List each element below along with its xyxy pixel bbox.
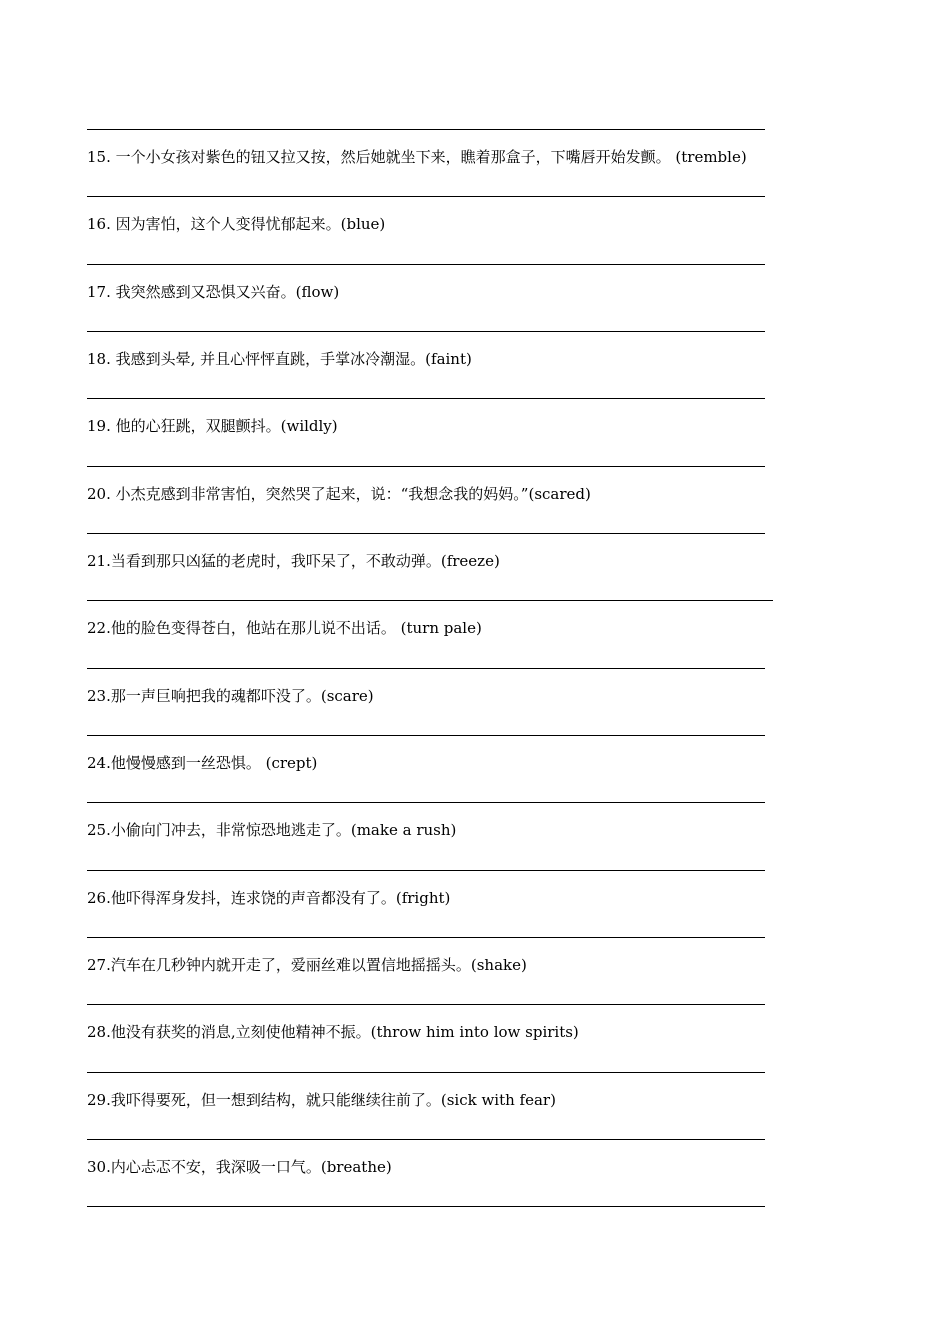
answer-line xyxy=(87,129,765,130)
question-19: 19. 他的心狂跳，双腿颤抖。(wildly) xyxy=(87,417,338,435)
question-28: 28.他没有获奖的消息,立刻使他精神不振。(throw him into low spirits) xyxy=(87,1023,579,1041)
answer-line xyxy=(87,1072,765,1073)
question-16: 16. 因为害怕，这个人变得忧郁起来。(blue) xyxy=(87,215,386,233)
answer-line xyxy=(87,196,765,197)
question-23: 23.那一声巨响把我的魂都吓没了。(scare) xyxy=(87,687,374,705)
question-17: 17. 我突然感到又恐惧又兴奋。(flow) xyxy=(87,283,340,301)
answer-line xyxy=(87,937,765,938)
question-21: 21.当看到那只凶猛的老虎时，我吓呆了，不敢动弹。(freeze) xyxy=(87,552,500,570)
answer-line xyxy=(87,264,765,265)
answer-line xyxy=(87,600,773,601)
answer-line xyxy=(87,1139,765,1140)
question-18: 18. 我感到头晕, 并且心怦怦直跳，手掌冰冷潮湿。(faint) xyxy=(87,350,472,368)
question-30: 30.内心忐忑不安，我深吸一口气。(breathe) xyxy=(87,1158,392,1176)
question-26: 26.他吓得浑身发抖，连求饶的声音都没有了。(fright) xyxy=(87,889,451,907)
answer-line xyxy=(87,668,765,669)
answer-line xyxy=(87,533,765,534)
answer-line xyxy=(87,466,765,467)
question-29: 29.我吓得要死，但一想到结构，就只能继续往前了。(sick with fear) xyxy=(87,1091,556,1109)
answer-line xyxy=(87,1206,765,1207)
question-22: 22.他的脸色变得苍白，他站在那儿说不出话。 (turn pale) xyxy=(87,619,482,637)
answer-line xyxy=(87,870,765,871)
question-24: 24.他慢慢感到一丝恐惧。 (crept) xyxy=(87,754,318,772)
answer-line xyxy=(87,1004,765,1005)
question-20: 20. 小杰克感到非常害怕，突然哭了起来，说：“我想念我的妈妈。”(scared) xyxy=(87,485,591,503)
question-25: 25.小偷向门冲去，非常惊恐地逃走了。(make a rush) xyxy=(87,821,457,839)
answer-line xyxy=(87,802,765,803)
question-15: 15. 一个小女孩对紫色的钮又拉又按，然后她就坐下来，瞧着那盒子，下嘴唇开始发颤。 (tremble) xyxy=(87,148,747,166)
answer-line xyxy=(87,398,765,399)
answer-line xyxy=(87,735,765,736)
question-27: 27.汽车在几秒钟内就开走了，爱丽丝难以置信地摇摇头。(shake) xyxy=(87,956,527,974)
answer-line xyxy=(87,331,765,332)
